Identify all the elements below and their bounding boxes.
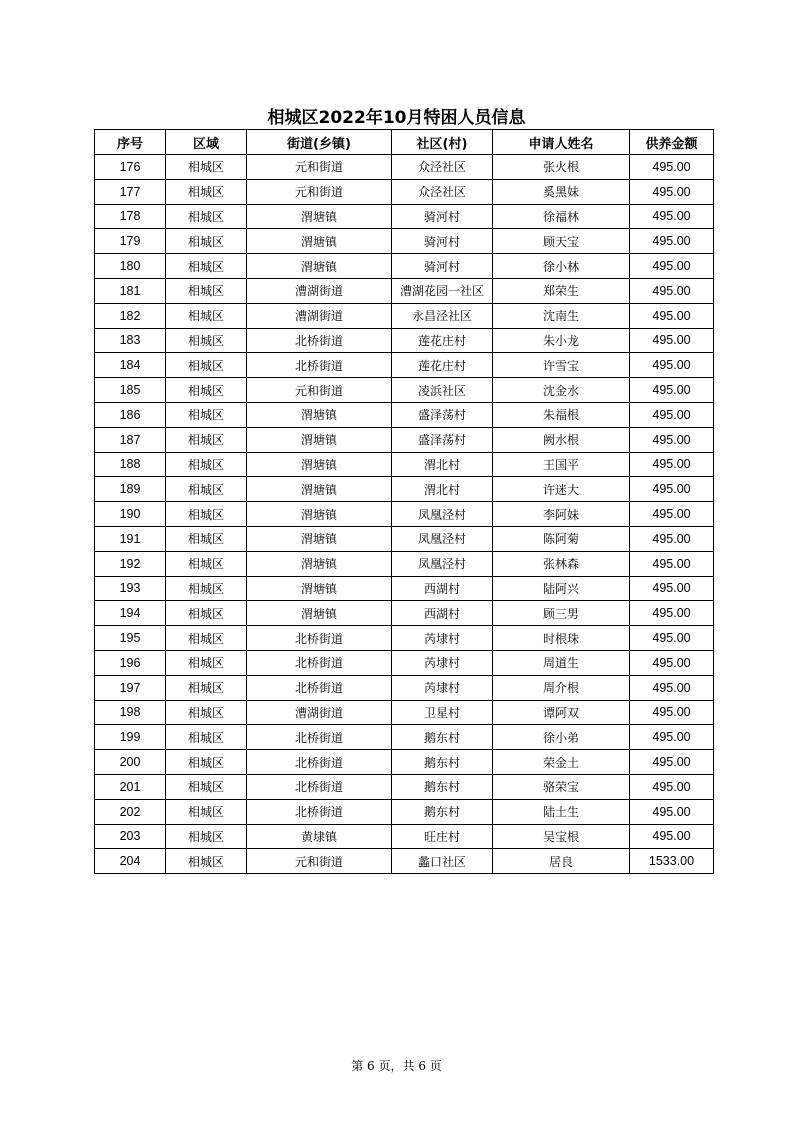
cell-street: 渭塘镇 xyxy=(247,502,392,527)
cell-support-amount: 495.00 xyxy=(630,774,714,799)
cell-support-amount: 495.00 xyxy=(630,155,714,180)
cell-district: 相城区 xyxy=(166,650,247,675)
table-row xyxy=(95,353,714,378)
cell-street: 北桥街道 xyxy=(247,626,392,651)
cell-district: 相城区 xyxy=(166,626,247,651)
cell-support-amount: 495.00 xyxy=(630,700,714,725)
cell-district: 相城区 xyxy=(166,155,247,180)
table-row xyxy=(95,849,714,874)
table-row xyxy=(95,278,714,303)
cell-support-amount: 495.00 xyxy=(630,626,714,651)
cell-community: 凤凰泾村 xyxy=(392,526,493,551)
table-row xyxy=(95,477,714,502)
cell-index: 187 xyxy=(95,427,166,452)
cell-street: 元和街道 xyxy=(247,378,392,403)
cell-community: 莲花庄村 xyxy=(392,328,493,353)
cell-district: 相城区 xyxy=(166,601,247,626)
header-applicant-name: 申请人姓名 xyxy=(493,130,630,155)
cell-community: 芮埭村 xyxy=(392,650,493,675)
cell-street: 漕湖街道 xyxy=(247,303,392,328)
table-body xyxy=(95,155,714,874)
cell-index: 181 xyxy=(95,278,166,303)
table-row xyxy=(95,626,714,651)
cell-applicant-name: 陈阿菊 xyxy=(493,526,630,551)
cell-community: 西湖村 xyxy=(392,576,493,601)
cell-community: 骑河村 xyxy=(392,254,493,279)
table-row xyxy=(95,601,714,626)
cell-applicant-name: 李阿妹 xyxy=(493,502,630,527)
cell-support-amount: 495.00 xyxy=(630,179,714,204)
cell-street: 黄埭镇 xyxy=(247,824,392,849)
cell-applicant-name: 陆土生 xyxy=(493,799,630,824)
cell-support-amount: 495.00 xyxy=(630,378,714,403)
cell-street: 渭塘镇 xyxy=(247,551,392,576)
cell-applicant-name: 郑荣生 xyxy=(493,278,630,303)
cell-district: 相城区 xyxy=(166,725,247,750)
header-index: 序号 xyxy=(95,130,166,155)
cell-support-amount: 495.00 xyxy=(630,576,714,601)
cell-district: 相城区 xyxy=(166,551,247,576)
table-row xyxy=(95,774,714,799)
table-row xyxy=(95,155,714,180)
cell-index: 191 xyxy=(95,526,166,551)
cell-applicant-name: 吴宝根 xyxy=(493,824,630,849)
cell-district: 相城区 xyxy=(166,824,247,849)
cell-index: 179 xyxy=(95,229,166,254)
table-row xyxy=(95,427,714,452)
cell-community: 鹅东村 xyxy=(392,725,493,750)
document-title: 相城区2022年10月特困人员信息 xyxy=(267,108,526,128)
cell-support-amount: 495.00 xyxy=(630,278,714,303)
cell-street: 渭塘镇 xyxy=(247,204,392,229)
cell-index: 203 xyxy=(95,824,166,849)
cell-street: 北桥街道 xyxy=(247,328,392,353)
cell-support-amount: 1533.00 xyxy=(630,849,714,874)
cell-community: 盛泽荡村 xyxy=(392,402,493,427)
cell-applicant-name: 徐福林 xyxy=(493,204,630,229)
cell-applicant-name: 朱福根 xyxy=(493,402,630,427)
cell-applicant-name: 徐小林 xyxy=(493,254,630,279)
cell-applicant-name: 时根珠 xyxy=(493,626,630,651)
cell-district: 相城区 xyxy=(166,675,247,700)
cell-district: 相城区 xyxy=(166,477,247,502)
cell-applicant-name: 顾天宝 xyxy=(493,229,630,254)
cell-support-amount: 495.00 xyxy=(630,452,714,477)
cell-index: 190 xyxy=(95,502,166,527)
cell-district: 相城区 xyxy=(166,576,247,601)
cell-street: 北桥街道 xyxy=(247,675,392,700)
cell-street: 漕湖街道 xyxy=(247,278,392,303)
cell-applicant-name: 骆荣宝 xyxy=(493,774,630,799)
cell-district: 相城区 xyxy=(166,378,247,403)
cell-applicant-name: 谭阿双 xyxy=(493,700,630,725)
cell-index: 202 xyxy=(95,799,166,824)
cell-index: 186 xyxy=(95,402,166,427)
cell-district: 相城区 xyxy=(166,502,247,527)
cell-support-amount: 495.00 xyxy=(630,303,714,328)
cell-index: 184 xyxy=(95,353,166,378)
cell-support-amount: 495.00 xyxy=(630,427,714,452)
cell-district: 相城区 xyxy=(166,750,247,775)
cell-community: 渭北村 xyxy=(392,452,493,477)
cell-community: 鹅东村 xyxy=(392,774,493,799)
cell-district: 相城区 xyxy=(166,452,247,477)
cell-street: 渭塘镇 xyxy=(247,477,392,502)
cell-index: 183 xyxy=(95,328,166,353)
cell-district: 相城区 xyxy=(166,303,247,328)
cell-support-amount: 495.00 xyxy=(630,328,714,353)
cell-index: 182 xyxy=(95,303,166,328)
cell-community: 鹅东村 xyxy=(392,750,493,775)
cell-district: 相城区 xyxy=(166,774,247,799)
table-row xyxy=(95,725,714,750)
cell-street: 北桥街道 xyxy=(247,353,392,378)
cell-index: 197 xyxy=(95,675,166,700)
cell-applicant-name: 周道生 xyxy=(493,650,630,675)
cell-index: 189 xyxy=(95,477,166,502)
table-row xyxy=(95,502,714,527)
cell-applicant-name: 阙水根 xyxy=(493,427,630,452)
cell-community: 卫星村 xyxy=(392,700,493,725)
cell-applicant-name: 荣金土 xyxy=(493,750,630,775)
cell-index: 200 xyxy=(95,750,166,775)
cell-support-amount: 495.00 xyxy=(630,601,714,626)
cell-district: 相城区 xyxy=(166,799,247,824)
cell-street: 元和街道 xyxy=(247,155,392,180)
table-row xyxy=(95,303,714,328)
cell-support-amount: 495.00 xyxy=(630,477,714,502)
table-row xyxy=(95,750,714,775)
cell-applicant-name: 张林森 xyxy=(493,551,630,576)
cell-community: 骑河村 xyxy=(392,204,493,229)
cell-index: 185 xyxy=(95,378,166,403)
cell-community: 莲花庄村 xyxy=(392,353,493,378)
cell-district: 相城区 xyxy=(166,204,247,229)
page-footer: 第 6 页，共 6 页 xyxy=(351,1059,442,1073)
cell-community: 众泾社区 xyxy=(392,155,493,180)
cell-street: 渭塘镇 xyxy=(247,526,392,551)
cell-applicant-name: 沈南生 xyxy=(493,303,630,328)
cell-community: 西湖村 xyxy=(392,601,493,626)
cell-support-amount: 495.00 xyxy=(630,551,714,576)
cell-community: 鹅东村 xyxy=(392,799,493,824)
table-row xyxy=(95,204,714,229)
cell-district: 相城区 xyxy=(166,254,247,279)
cell-district: 相城区 xyxy=(166,700,247,725)
cell-community: 盛泽荡村 xyxy=(392,427,493,452)
cell-community: 众泾社区 xyxy=(392,179,493,204)
cell-index: 201 xyxy=(95,774,166,799)
table-row xyxy=(95,799,714,824)
cell-support-amount: 495.00 xyxy=(630,254,714,279)
cell-street: 渭塘镇 xyxy=(247,452,392,477)
cell-district: 相城区 xyxy=(166,229,247,254)
cell-applicant-name: 周介根 xyxy=(493,675,630,700)
cell-support-amount: 495.00 xyxy=(630,750,714,775)
cell-support-amount: 495.00 xyxy=(630,502,714,527)
cell-street: 渭塘镇 xyxy=(247,254,392,279)
cell-district: 相城区 xyxy=(166,278,247,303)
cell-district: 相城区 xyxy=(166,427,247,452)
cell-community: 凤凰泾村 xyxy=(392,502,493,527)
cell-street: 元和街道 xyxy=(247,179,392,204)
cell-district: 相城区 xyxy=(166,849,247,874)
cell-street: 北桥街道 xyxy=(247,750,392,775)
cell-street: 渭塘镇 xyxy=(247,229,392,254)
cell-street: 北桥街道 xyxy=(247,725,392,750)
cell-community: 渭北村 xyxy=(392,477,493,502)
cell-support-amount: 495.00 xyxy=(630,824,714,849)
cell-community: 芮埭村 xyxy=(392,675,493,700)
cell-street: 元和街道 xyxy=(247,849,392,874)
cell-district: 相城区 xyxy=(166,328,247,353)
cell-applicant-name: 居良 xyxy=(493,849,630,874)
table-row xyxy=(95,526,714,551)
table-row xyxy=(95,650,714,675)
cell-applicant-name: 徐小弟 xyxy=(493,725,630,750)
cell-community: 旺庄村 xyxy=(392,824,493,849)
cell-index: 194 xyxy=(95,601,166,626)
table-row xyxy=(95,700,714,725)
cell-support-amount: 495.00 xyxy=(630,675,714,700)
cell-community: 凤凰泾村 xyxy=(392,551,493,576)
table-row xyxy=(95,402,714,427)
cell-applicant-name: 张火根 xyxy=(493,155,630,180)
cell-community: 漕湖花园一社区 xyxy=(392,278,493,303)
cell-community: 永昌泾社区 xyxy=(392,303,493,328)
cell-street: 北桥街道 xyxy=(247,650,392,675)
cell-index: 176 xyxy=(95,155,166,180)
table-row xyxy=(95,576,714,601)
cell-index: 204 xyxy=(95,849,166,874)
cell-applicant-name: 顾三男 xyxy=(493,601,630,626)
cell-index: 192 xyxy=(95,551,166,576)
cell-support-amount: 495.00 xyxy=(630,402,714,427)
header-district: 区域 xyxy=(166,130,247,155)
cell-support-amount: 495.00 xyxy=(630,526,714,551)
cell-district: 相城区 xyxy=(166,402,247,427)
table-row xyxy=(95,254,714,279)
cell-street: 北桥街道 xyxy=(247,799,392,824)
cell-district: 相城区 xyxy=(166,179,247,204)
header-street: 街道(乡镇) xyxy=(247,130,392,155)
cell-community: 骑河村 xyxy=(392,229,493,254)
cell-support-amount: 495.00 xyxy=(630,353,714,378)
cell-index: 199 xyxy=(95,725,166,750)
cell-support-amount: 495.00 xyxy=(630,650,714,675)
table-row xyxy=(95,551,714,576)
table-row xyxy=(95,378,714,403)
cell-applicant-name: 陆阿兴 xyxy=(493,576,630,601)
table-row xyxy=(95,675,714,700)
cell-street: 渭塘镇 xyxy=(247,576,392,601)
cell-applicant-name: 奚黑妹 xyxy=(493,179,630,204)
table-row xyxy=(95,229,714,254)
table-row xyxy=(95,452,714,477)
cell-index: 180 xyxy=(95,254,166,279)
cell-applicant-name: 许迷大 xyxy=(493,477,630,502)
cell-index: 177 xyxy=(95,179,166,204)
table-row xyxy=(95,328,714,353)
table-row xyxy=(95,179,714,204)
cell-street: 北桥街道 xyxy=(247,774,392,799)
cell-support-amount: 495.00 xyxy=(630,229,714,254)
header-support-amount: 供养金额 xyxy=(630,130,714,155)
cell-community: 芮埭村 xyxy=(392,626,493,651)
cell-applicant-name: 朱小龙 xyxy=(493,328,630,353)
table-row xyxy=(95,824,714,849)
cell-support-amount: 495.00 xyxy=(630,204,714,229)
cell-support-amount: 495.00 xyxy=(630,799,714,824)
cell-index: 188 xyxy=(95,452,166,477)
header-community: 社区(村) xyxy=(392,130,493,155)
cell-applicant-name: 王国平 xyxy=(493,452,630,477)
cell-applicant-name: 沈金水 xyxy=(493,378,630,403)
cell-index: 198 xyxy=(95,700,166,725)
cell-applicant-name: 许雪宝 xyxy=(493,353,630,378)
cell-street: 渭塘镇 xyxy=(247,402,392,427)
cell-street: 漕湖街道 xyxy=(247,700,392,725)
cell-street: 渭塘镇 xyxy=(247,601,392,626)
cell-index: 195 xyxy=(95,626,166,651)
data-table xyxy=(94,129,714,874)
cell-index: 196 xyxy=(95,650,166,675)
cell-index: 178 xyxy=(95,204,166,229)
cell-community: 凌浜社区 xyxy=(392,378,493,403)
cell-support-amount: 495.00 xyxy=(630,725,714,750)
cell-district: 相城区 xyxy=(166,526,247,551)
table-header-row xyxy=(95,130,714,155)
cell-district: 相城区 xyxy=(166,353,247,378)
cell-street: 渭塘镇 xyxy=(247,427,392,452)
cell-index: 193 xyxy=(95,576,166,601)
cell-community: 蠡口社区 xyxy=(392,849,493,874)
